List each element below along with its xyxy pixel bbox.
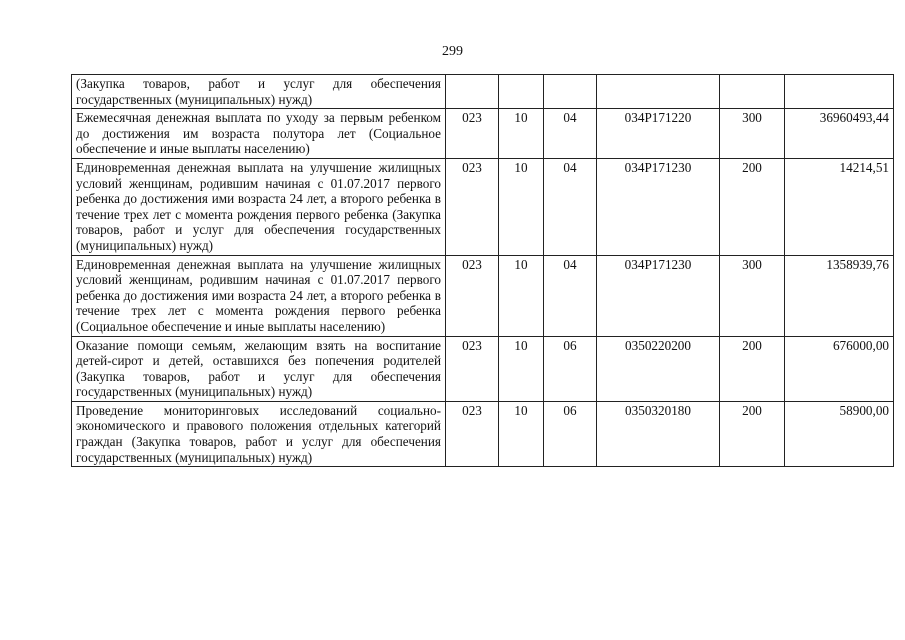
table-row xyxy=(72,336,894,401)
cell-description: (Закупка товаров, работ и услуг для обеспечения государственных (муниципальных) нужд) xyxy=(72,75,446,109)
cell-amount: 36960493,44 xyxy=(785,109,894,159)
cell-amount: 58900,00 xyxy=(785,401,894,466)
cell-subsection-code: 04 xyxy=(544,255,597,336)
cell-ministry-code: 023 xyxy=(446,158,499,255)
cell-ministry-code: 023 xyxy=(446,255,499,336)
cell-section-code xyxy=(499,75,544,109)
table-row xyxy=(72,255,894,336)
table-row xyxy=(72,109,894,159)
cell-description: Единовременная денежная выплата на улучшение жилищных условий женщинам, родившим начиная с 01.07.2017 первого ребенка до достижения ими возраста 24 лет, а второго ребенка в течение трех лет с момента рождения первого ребенка (Закупка товаров, работ и услуг для обеспечения государственных (муниципальных) нужд) xyxy=(72,158,446,255)
cell-description: Оказание помощи семьям, желающим взять на воспитание детей-сирот и детей, оставшихся без попечения родителей (Закупка товаров, работ и услуг для обеспечения государственных (муниципальных) нужд) xyxy=(72,336,446,401)
cell-amount: 14214,51 xyxy=(785,158,894,255)
cell-amount: 676000,00 xyxy=(785,336,894,401)
cell-expense-type: 300 xyxy=(720,109,785,159)
cell-expense-type: 200 xyxy=(720,401,785,466)
cell-target-article: 0350320180 xyxy=(597,401,720,466)
cell-section-code: 10 xyxy=(499,255,544,336)
cell-expense-type: 200 xyxy=(720,158,785,255)
cell-expense-type xyxy=(720,75,785,109)
budget-table xyxy=(71,74,894,467)
cell-target-article: 0350220200 xyxy=(597,336,720,401)
page-number: 299 xyxy=(442,44,463,59)
cell-section-code: 10 xyxy=(499,336,544,401)
table-row xyxy=(72,401,894,466)
cell-section-code: 10 xyxy=(499,109,544,159)
cell-expense-type: 300 xyxy=(720,255,785,336)
cell-subsection-code: 04 xyxy=(544,158,597,255)
cell-expense-type: 200 xyxy=(720,336,785,401)
cell-ministry-code: 023 xyxy=(446,109,499,159)
cell-amount xyxy=(785,75,894,109)
cell-subsection-code: 06 xyxy=(544,401,597,466)
cell-ministry-code: 023 xyxy=(446,336,499,401)
cell-subsection-code: 06 xyxy=(544,336,597,401)
cell-amount: 1358939,76 xyxy=(785,255,894,336)
cell-ministry-code: 023 xyxy=(446,401,499,466)
cell-subsection-code xyxy=(544,75,597,109)
cell-ministry-code xyxy=(446,75,499,109)
cell-description: Единовременная денежная выплата на улучшение жилищных условий женщинам, родившим начиная с 01.07.2017 первого ребенка до достижения ими возраста 24 лет, а второго ребенка в течение трех лет с момента рождения первого ребенка (Социальное обеспечение и иные выплаты населению) xyxy=(72,255,446,336)
cell-target-article xyxy=(597,75,720,109)
cell-description: Ежемесячная денежная выплата по уходу за первым ребенком до достижения им возраста полутора лет (Социальное обеспечение и иные выплаты населению) xyxy=(72,109,446,159)
cell-section-code: 10 xyxy=(499,401,544,466)
cell-target-article: 034P171230 xyxy=(597,158,720,255)
cell-subsection-code: 04 xyxy=(544,109,597,159)
table-row xyxy=(72,75,894,109)
cell-target-article: 034P171230 xyxy=(597,255,720,336)
cell-section-code: 10 xyxy=(499,158,544,255)
cell-description: Проведение мониторинговых исследований социально-экономического и правового положения отдельных категорий граждан (Закупка товаров, работ и услуг для обеспечения государственных (муниципальных) нужд) xyxy=(72,401,446,466)
cell-target-article: 034P171220 xyxy=(597,109,720,159)
table-row xyxy=(72,158,894,255)
